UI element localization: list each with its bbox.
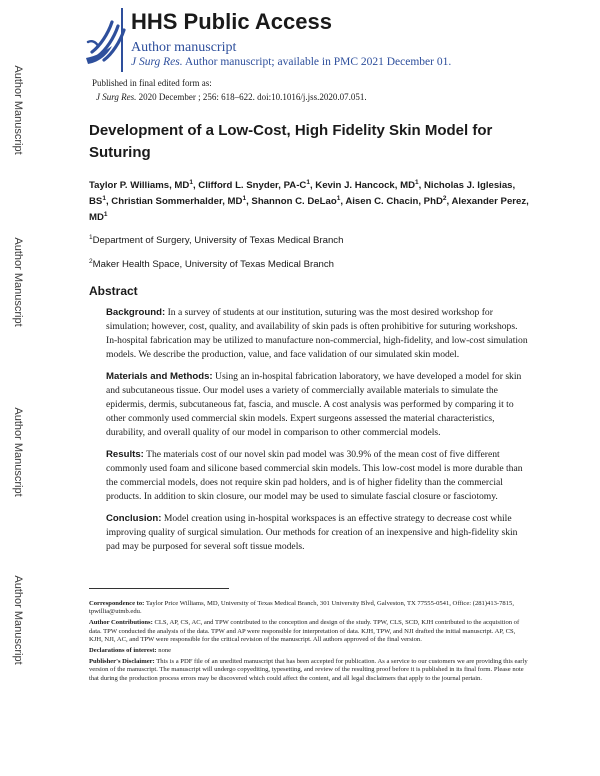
author: Christian Sommerhalder, $MD^1$, — [111, 195, 252, 207]
citation — [92, 90, 367, 104]
author: Nicholas J. Iglesias, $BS^1$, — [89, 180, 516, 207]
abstract-conclusion: Conclusion: Model creation using in-hospital workspaces is an effective strategy to decrease cost while improving quality of surgical simulation. Our methods for creation of an inexpensive and high-fidelity skin pad may be purposed for several soft tissue models. — [106, 513, 518, 552]
author-manuscript-sidebar: Author Manuscript Author Manuscript Author Manuscript Author Manuscript — [12, 65, 24, 665]
author: Shannon C. DeLao$^1$, — [251, 195, 346, 207]
section-label: Conclusion: — [106, 513, 162, 524]
published-in-label: Published in final edited form as: — [92, 78, 212, 88]
hhs-eagle-logo-icon — [78, 12, 138, 72]
author-manuscript-subtitle: Author manuscript — [131, 40, 237, 55]
citation-details: 2020 December ; 256: 618–622. doi:10.1016/j.jss.2020.07.051. — [136, 92, 367, 102]
author: Taylor P. Williams, $MD^1$, — [89, 179, 199, 191]
hhs-public-access-title: HHS Public Access — [131, 9, 332, 34]
citation-journal: J Surg Res. — [96, 92, 137, 102]
affiliation: $^2$Maker Health Space, University of Texas Medical Branch — [89, 258, 334, 270]
footnote-correspondence: Correspondence to: Taylor Price Williams, MD, University of Texas Medical Branch, 301 University Blvd, Galveston, TX 77555-0541, Office: (281)413-7815, tpwillia@utmb.edu. — [89, 600, 514, 616]
article-content — [89, 120, 529, 562]
section-label: Materials and Methods: — [106, 371, 213, 382]
footnote-disclaimer: Publisher's Disclaimer: This is a PDF file of an unedited manuscript that has been accepted for publication. As a service to our customers we are providing this early version of the manuscript. The manuscript will undergo copyediting, typesetting, and review of the resulting proof before it is published in its final form. Please note that during the production process errors may be discovered which could affect the content, and all legal disclaimers that apply to the journal pertain. — [89, 658, 528, 682]
author-list — [89, 178, 529, 226]
abstract-heading: Abstract — [89, 284, 138, 298]
footnotes — [89, 600, 529, 686]
availability-text: Author manuscript; available in PMC 2021 December 01. — [182, 56, 452, 68]
section-label: Background: — [106, 307, 166, 318]
journal-name: J Surg Res. — [131, 56, 183, 68]
abstract-background: Background: In a survey of students at our institution, suturing was the most desired workshop for simulation; however, cost, quality, and availability of skin pads is often prohibitive for suturing workshops. In-hospital fabrication may be utilized to manufacture non-commercial, high-fidelity, and low-cost simulation models. We describe the production, value, and face validation of our simulated skin model. — [106, 307, 528, 360]
header-divider — [121, 8, 123, 72]
abstract-methods: Materials and Methods: Using an in-hospital fabrication laboratory, we have developed a model for skin and subcutaneous tissue. Our model uses a variety of commercially available materials to simulate the epidermis, dermis, subcutaneous fat, fascia, and muscle. A cost analysis was performed by comparing it to other commonly used commercial skin models. Expert surgeons assessed the material characteristics, durability, and overall quality of our model in comparison to other commercial models. — [106, 371, 522, 438]
affiliation: $^1$Department of Surgery, University of Texas Medical Branch — [89, 234, 344, 246]
availability-line — [131, 56, 451, 68]
footnote-divider — [89, 588, 229, 589]
section-label: Results: — [106, 449, 144, 460]
publication-info — [92, 76, 367, 104]
abstract-results: Results: The materials cost of our novel skin pad model was 30.9% of the mean cost of five different commonly used foam and silicone based commercial skin models. This low-cost model is more durable than the commercial models, does not require skin pad holders, and is of higher fidelity than the commercial products. In addition to skin closure, our model may be used to simulate fascial closure or fasciotomy. — [106, 449, 523, 502]
author: Aisen C. Chacin, PhD$^2$, — [345, 195, 452, 207]
author: Clifford L. Snyder, $PA-C^1$, — [198, 179, 316, 191]
footnote-contributions: Author Contributions: CLS, AP, CS, AC, and TPW contributed to the conception and design of the study. TPW, CLS, SCD, KJH contributed to the acquisition of data. TPW conducted the analysis of the data. TPW and AP were responsible for interpretation of data. KJH, TPW, and NJI drafted the initial manuscript. AP, CS, KJH, NJI, AC, and TPW were responsible for the critical revision of the manuscript. All authors approved of the final version. — [89, 619, 520, 643]
author: Kevin J. Hancock, $MD^1$, — [315, 179, 424, 191]
footnote-interest: Declarations of interest: none — [89, 647, 172, 655]
author: Alexander Perez, $MD^1$ — [89, 196, 529, 223]
article-title: Development of a Low-Cost, High Fidelity Skin Model for Suturing — [89, 122, 493, 161]
